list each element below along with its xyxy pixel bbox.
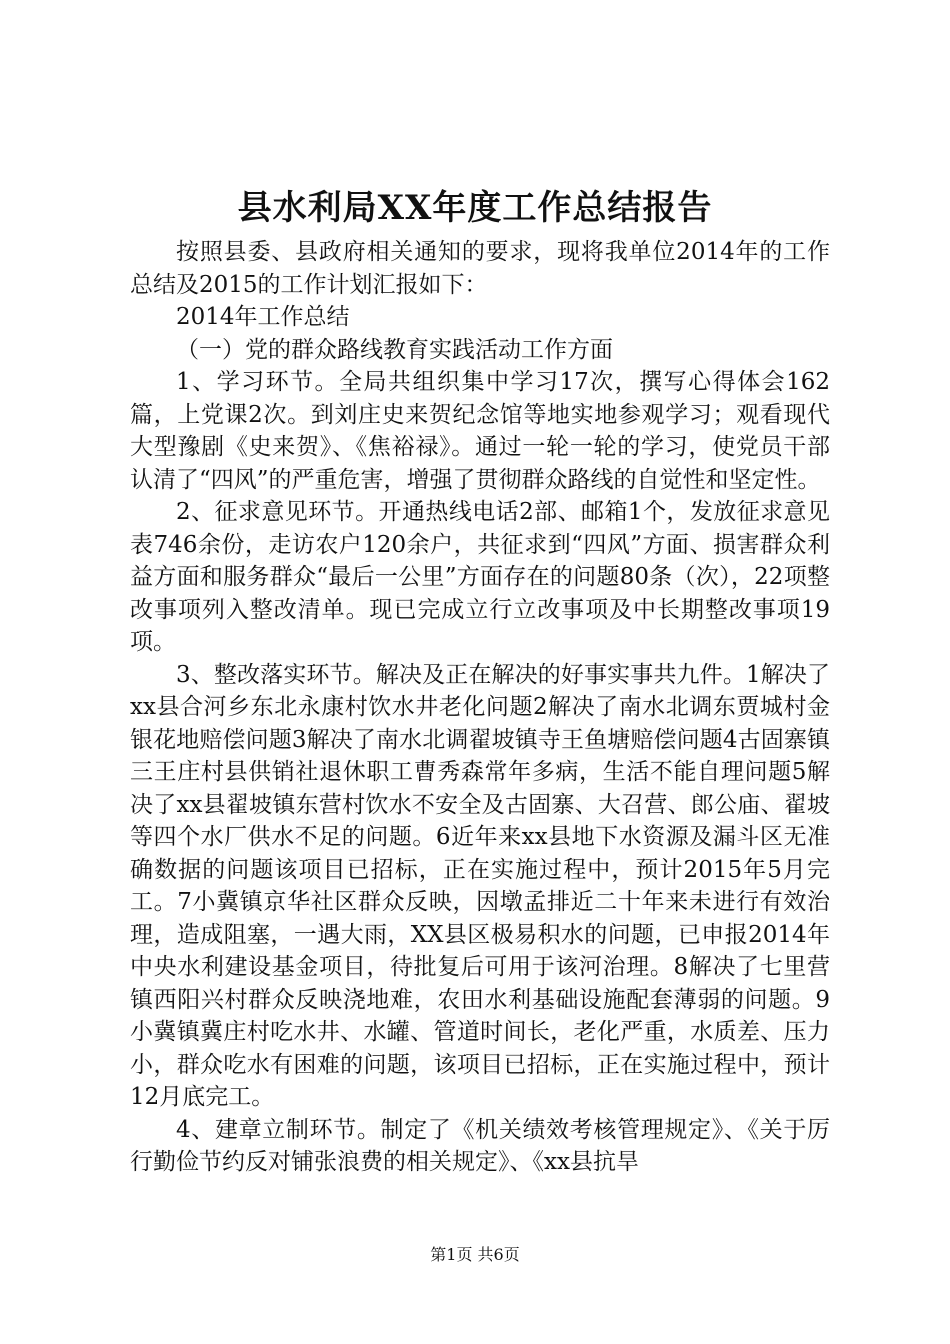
document-title: 县水利局XX年度工作总结报告	[237, 188, 713, 228]
paragraph-rectification-stage: 3、整改落实环节。解决及正在解决的好事实事共九件。1解决了xx县合河乡东北永康村饮水井老化问题2解决了南水北调东贾城村金银花地赔偿问题3解决了南水北调翟坡镇寺王鱼塘赔偿问题4古固寨镇三王庄村县供销社退休职工曹秀森常年多病，生活不能自理问题5解决了xx县翟坡镇东营村饮水不安全及古固寨、大召营、郎公庙、翟坡等四个水厂供水不足的问题。6近年来xx县地下水资源及漏斗区无准确数据的问题该项目已招标，正在实施过程中，预计2015年5月完工。7小冀镇京华社区群众反映，因墩孟排近二十年来未进行有效治理，造成阻塞，一遇大雨，XX县区极易积水的问题，已申报2014年中央水利建设基金项目，待批复后可用于该河治理。8解决了七里营镇西阳兴村群众反映浇地难，农田水利基础设施配套薄弱的问题。9小冀镇冀庄村吃水井、水罐、管道时间长，老化严重，水质差、压力小，群众吃水有困难的问题，该项目已招标，正在实施过程中，预计12月底完工。	[130, 661, 830, 1110]
paragraph-intro: 按照县委、县政府相关通知的要求，现将我单位2014年的工作总结及2015的工作计划汇报如下：	[130, 239, 830, 298]
document-body	[130, 236, 830, 1179]
page-footer: 第1页 共6页	[430, 1245, 520, 1264]
subsection-heading-party-activity: （一）党的群众路线教育实践活动工作方面	[176, 336, 613, 363]
section-heading-2014-summary: 2014年工作总结	[176, 304, 350, 330]
paragraph-rules-stage: 4、建章立制环节。制定了《机关绩效考核管理规定》、《关于厉行勤俭节约反对铺张浪费的相关规定》、《xx县抗旱	[130, 1116, 830, 1175]
paragraph-opinion-stage: 2、征求意见环节。开通热线电话2部、邮箱1个，发放征求意见表746余份，走访农户120余户，共征求到“四风”方面、损害群众利益方面和服务群众“最后一公里”方面存在的问题80条（次），22项整改事项列入整改清单。现已完成立行立改事项及中长期整改事项19项。	[130, 499, 830, 655]
paragraph-study-stage: 1、学习环节。全局共组织集中学习17次，撰写心得体会162篇，上党课2次。到刘庄史来贺纪念馆等地实地参观学习；观看现代大型豫剧《史来贺》、《焦裕禄》。通过一轮一轮的学习，使党员干部认清了“四风”的严重危害，增强了贯彻群众路线的自觉性和坚定性。	[130, 369, 830, 493]
